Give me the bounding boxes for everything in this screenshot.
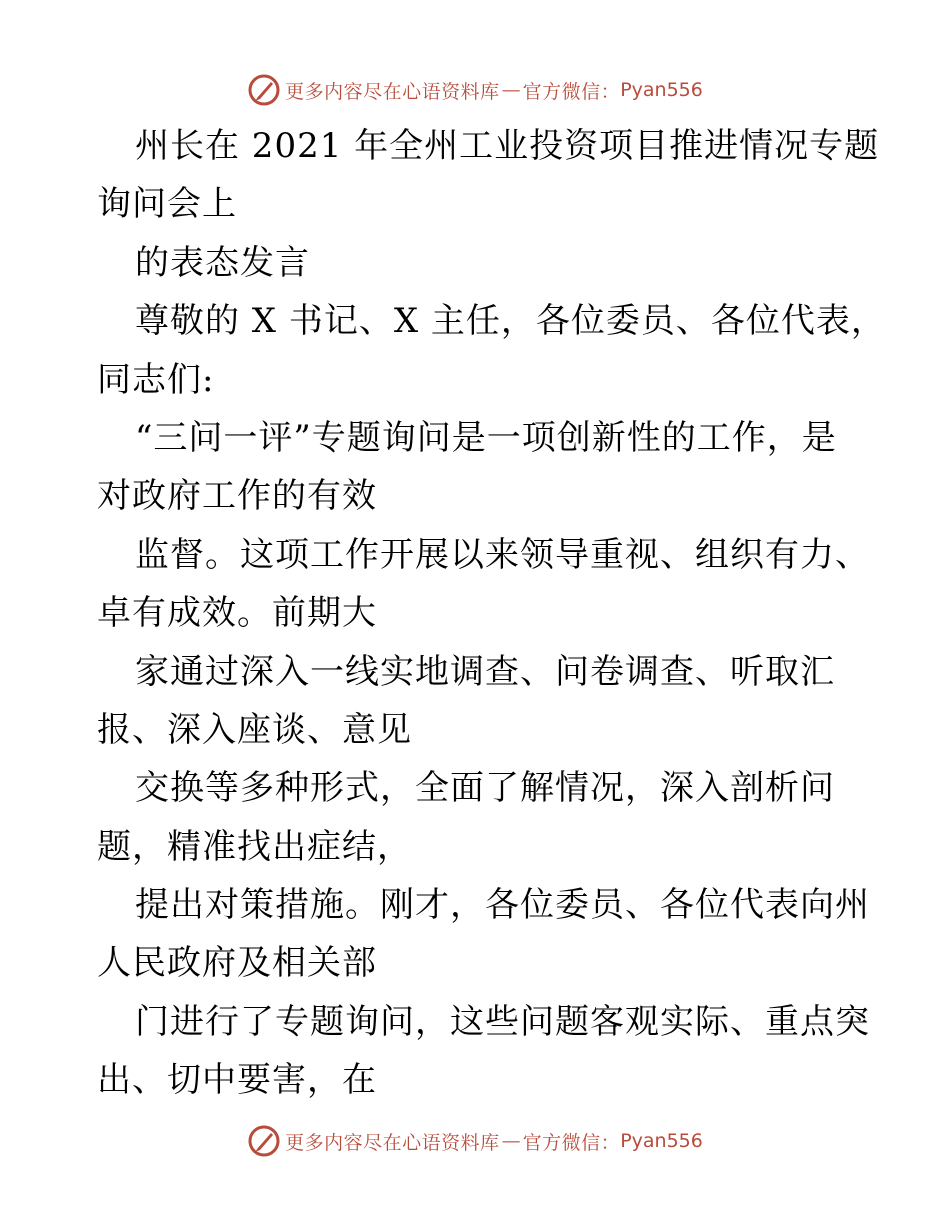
text-line: 尊敬的 X 书记、X 主任，各位委员、各位代表， xyxy=(135,301,886,342)
watermark-separator: — xyxy=(501,79,521,101)
watermark-site-text: 更多内容尽在心语资料库 xyxy=(285,80,500,103)
text-line: 家通过深入一线实地调查、问卷调查、听取汇 xyxy=(135,651,835,692)
text-line: 提出对策措施。刚才，各位委员、各位代表向州 xyxy=(135,885,870,926)
text-line: 询问会上 xyxy=(97,184,237,225)
text-line: 州长在 2021 年全州工业投资项目推进情况专题 xyxy=(135,126,880,166)
watermark-wechat-label: 官方微信： xyxy=(522,80,621,103)
text-line: 交换等多种形式，全面了解情况，深入剖析问 xyxy=(135,768,835,809)
text-line: 出、切中要害，在 xyxy=(97,1060,377,1101)
text-line: 卓有成效。前期大 xyxy=(97,593,377,634)
header-watermark xyxy=(0,70,950,110)
text-line: 监督。这项工作开展以来领导重视、组织有力、 xyxy=(135,534,870,575)
watermark-wechat-id: Pyan556 xyxy=(620,1130,703,1152)
text-line: 题，精准找出症结， xyxy=(97,826,412,867)
watermark-wechat-label: 官方微信： xyxy=(522,1131,621,1154)
text-line: 报、深入座谈、意见 xyxy=(97,709,412,750)
document-body xyxy=(97,117,886,1110)
text-line: 对政府工作的有效 xyxy=(97,476,377,517)
watermark-site-text: 更多内容尽在心语资料库 xyxy=(285,1131,500,1154)
quill-logo-icon xyxy=(247,73,281,107)
text-line: 的表态发言 xyxy=(135,242,310,283)
text-line: 同志们: xyxy=(97,359,215,400)
text-line: “三问一评”专题询问是一项创新性的工作，是 xyxy=(135,417,837,458)
quill-logo-icon xyxy=(247,1124,281,1158)
text-line: 门进行了专题询问，这些问题客观实际、重点突 xyxy=(135,1001,870,1042)
footer-watermark xyxy=(0,1121,950,1161)
watermark-wechat-id: Pyan556 xyxy=(620,79,703,101)
watermark-separator: — xyxy=(501,1130,521,1152)
text-line: 人民政府及相关部 xyxy=(97,943,377,984)
